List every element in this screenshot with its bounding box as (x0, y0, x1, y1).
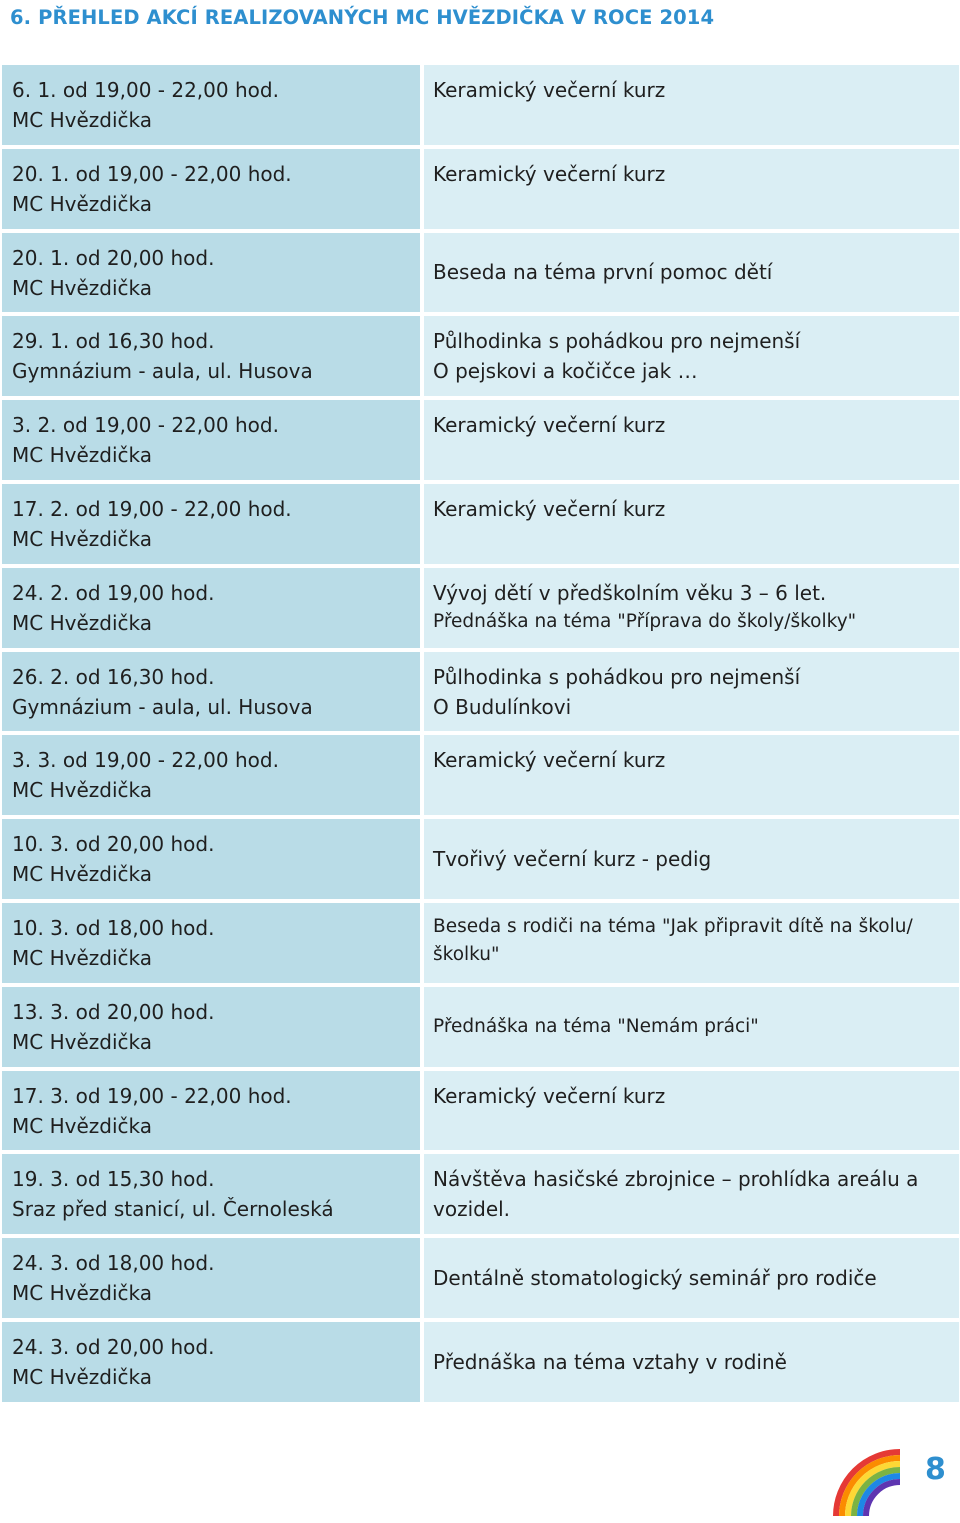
event-time: 13. 3. od 20,00 hod. (12, 999, 215, 1024)
event-time: 3. 3. od 19,00 - 22,00 hod. (12, 748, 279, 773)
table-row-date-place (2, 1154, 420, 1234)
event-time: 26. 2. od 16,30 hod. (12, 664, 215, 689)
event-subtitle: O pejskovi a kočičce jak … (433, 359, 698, 384)
event-place: Gymnázium - aula, ul. Husova (12, 359, 313, 384)
table-row-date-place (2, 1322, 420, 1402)
event-place: MC Hvězdička (12, 1029, 152, 1054)
table-row-date-place (2, 735, 420, 815)
table-row-date-place (2, 484, 420, 564)
table-row-event (424, 735, 959, 815)
event-place: MC Hvězdička (12, 275, 152, 300)
event-title: Keramický večerní kurz (433, 496, 666, 521)
event-place: Gymnázium - aula, ul. Husova (12, 694, 313, 719)
event-place: MC Hvězdička (12, 108, 152, 132)
event-time: 10. 3. od 20,00 hod. (12, 832, 215, 857)
table-row-event (424, 484, 959, 564)
event-title: Keramický večerní kurz (433, 1083, 666, 1108)
page-title: 6. PŘEHLED AKCÍ REALIZOVANÝCH MC HVĚZDIČKA V ROCE 2014 (10, 6, 715, 29)
event-place: MC Hvězdička (12, 1113, 152, 1138)
table-row-event (424, 1154, 959, 1234)
table-row-event (424, 149, 959, 229)
table-row-date-place (2, 233, 420, 313)
event-place: MC Hvězdička (12, 610, 152, 635)
table-row-date-place (2, 568, 420, 648)
table-row-event (424, 652, 959, 732)
event-title: Půlhodinka s pohádkou pro nejmenší (433, 329, 801, 354)
event-time: 19. 3. od 15,30 hod. (12, 1167, 215, 1192)
table-row-date-place (2, 65, 420, 145)
event-place: MC Hvězdička (12, 945, 152, 970)
event-title: Beseda s rodiči na téma "Jak připravit dítě na školu/školku" (433, 915, 913, 965)
table-row-event (424, 1322, 959, 1402)
event-place: MC Hvězdička (12, 191, 152, 216)
events-table (2, 65, 959, 1402)
event-subtitle: O Budulínkovi (433, 694, 572, 719)
table-row-event (424, 1238, 959, 1318)
event-title: Beseda na téma první pomoc dětí (433, 260, 773, 285)
event-time: 24. 3. od 20,00 hod. (12, 1334, 215, 1359)
event-time: 24. 3. od 18,00 hod. (12, 1251, 215, 1276)
table-row-date-place (2, 819, 420, 899)
event-time: 17. 2. od 19,00 - 22,00 hod. (12, 496, 292, 521)
table-row-event (424, 1071, 959, 1151)
table-row-event (424, 316, 959, 396)
page-number: 8 (925, 1452, 946, 1487)
table-row-date-place (2, 652, 420, 732)
table-row-date-place (2, 1238, 420, 1318)
event-title: Keramický večerní kurz (433, 748, 666, 773)
event-time: 20. 1. od 19,00 - 22,00 hod. (12, 161, 292, 186)
event-place: MC Hvězdička (12, 526, 152, 551)
event-time: 3. 2. od 19,00 - 22,00 hod. (12, 413, 279, 438)
event-title: Návštěva hasičské zbrojnice – prohlídka areálu a vozidel. (433, 1167, 919, 1222)
table-row-event (424, 819, 959, 899)
event-time: 29. 1. od 16,30 hod. (12, 329, 215, 354)
event-title: Půlhodinka s pohádkou pro nejmenší (433, 664, 801, 689)
event-title: Vývoj dětí v předškolním věku 3 – 6 let. (433, 580, 827, 605)
event-place: MC Hvězdička (12, 1364, 152, 1389)
event-title: Tvořivý večerní kurz - pedig (433, 847, 712, 872)
event-time: 6. 1. od 19,00 - 22,00 hod. (12, 78, 279, 102)
event-title: Přednáška na téma vztahy v rodině (433, 1349, 787, 1374)
event-title: Keramický večerní kurz (433, 161, 666, 186)
event-place: Sraz před stanicí, ul. Černoleská (12, 1197, 334, 1222)
event-time: 10. 3. od 18,00 hod. (12, 915, 215, 940)
event-title: Přednáška na téma "Nemám práci" (433, 1015, 759, 1037)
table-row-date-place (2, 903, 420, 983)
table-row-event (424, 65, 959, 145)
table-row-date-place (2, 149, 420, 229)
event-time: 17. 3. od 19,00 - 22,00 hod. (12, 1083, 292, 1108)
table-row-event (424, 903, 959, 983)
rainbow-logo-icon (832, 1448, 902, 1516)
event-place: MC Hvězdička (12, 862, 152, 887)
event-title: Dentálně stomatologický seminář pro rodiče (433, 1266, 877, 1291)
event-place: MC Hvězdička (12, 443, 152, 468)
table-row-event (424, 233, 959, 313)
event-place: MC Hvězdička (12, 778, 152, 803)
table-row-date-place (2, 987, 420, 1067)
table-row-event (424, 400, 959, 480)
event-subtitle: Přednáška na téma "Příprava do školy/školky" (433, 610, 857, 632)
event-place: MC Hvězdička (12, 1281, 152, 1306)
event-title: Keramický večerní kurz (433, 413, 666, 438)
event-title: Keramický večerní kurz (433, 78, 666, 102)
table-row-date-place (2, 400, 420, 480)
table-row-event (424, 568, 959, 648)
table-row-event (424, 987, 959, 1067)
table-row-date-place (2, 316, 420, 396)
table-row-date-place (2, 1071, 420, 1151)
event-time: 24. 2. od 19,00 hod. (12, 580, 215, 605)
event-time: 20. 1. od 20,00 hod. (12, 245, 215, 270)
